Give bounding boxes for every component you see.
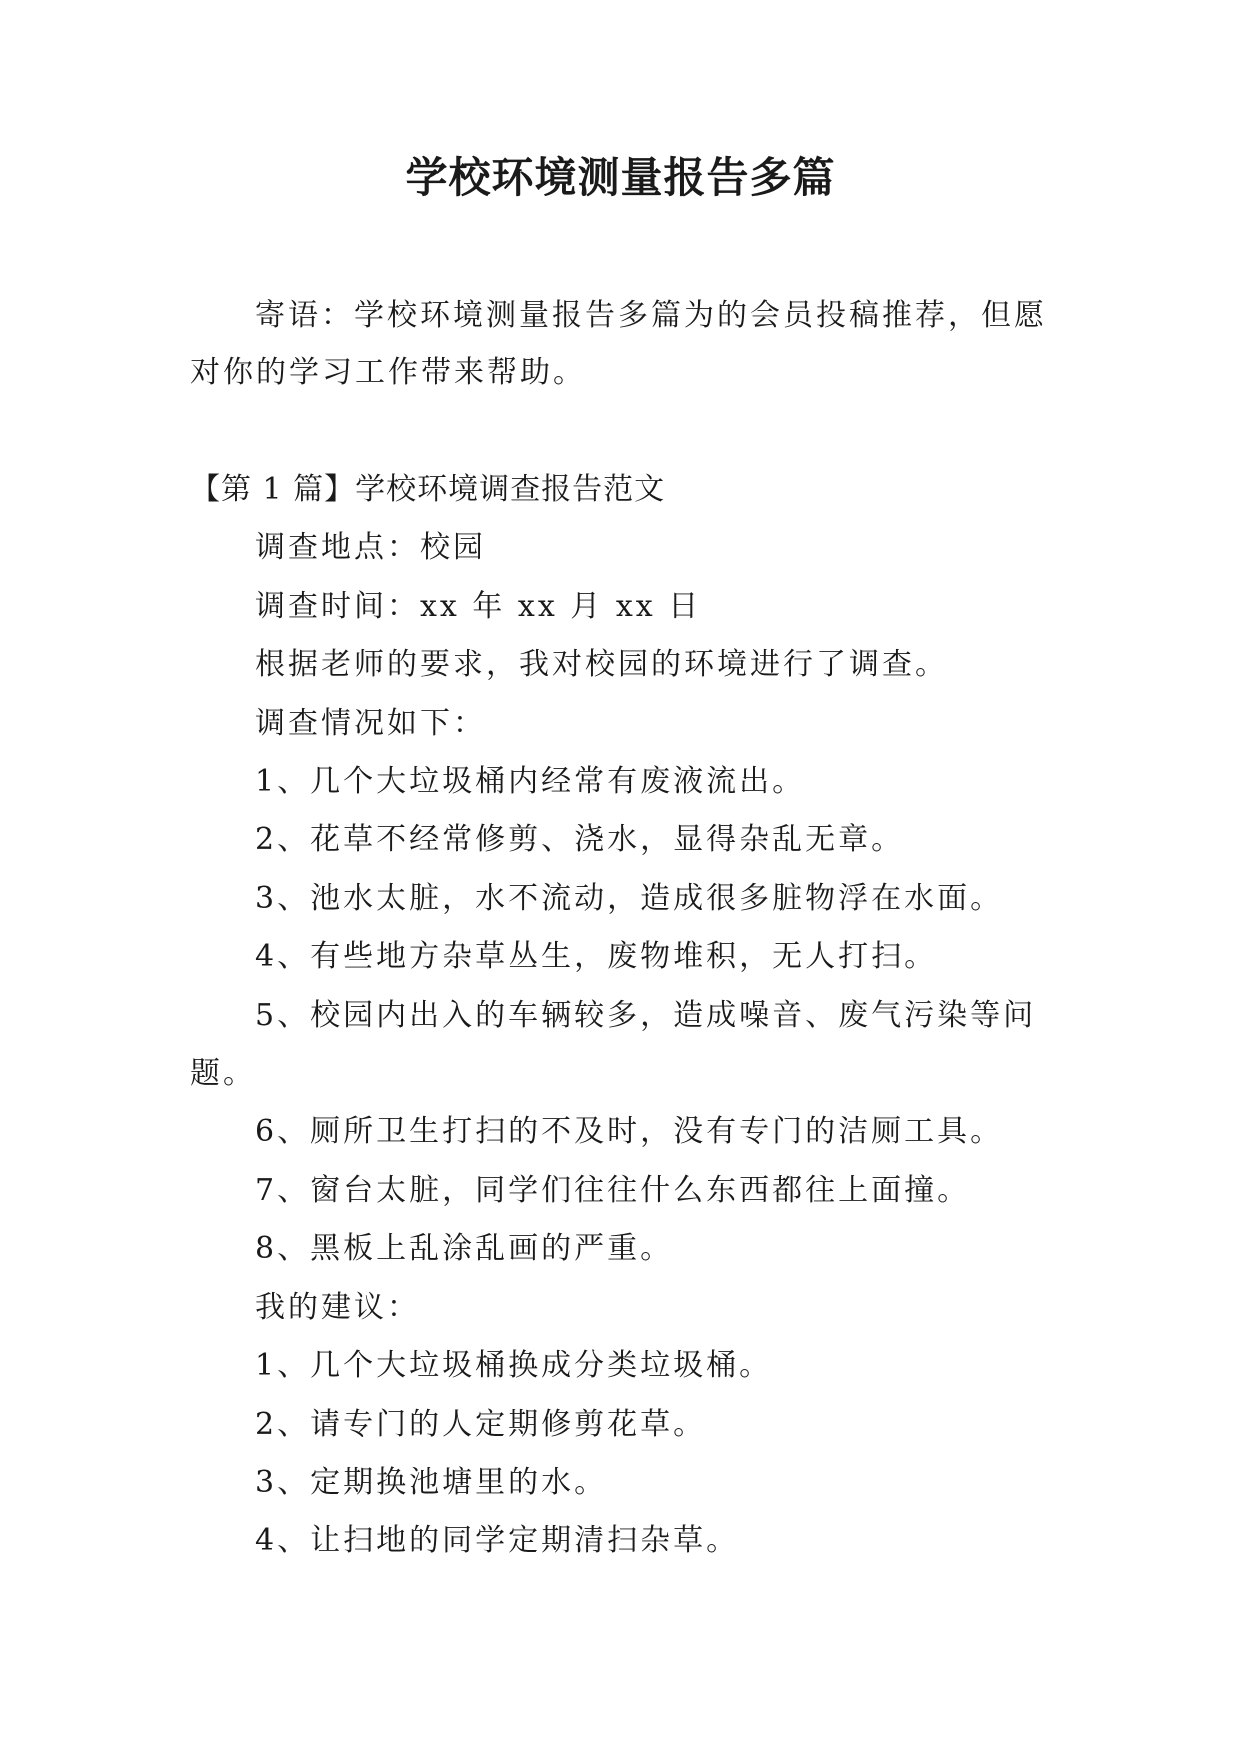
survey-place: 调查地点：校园 bbox=[255, 530, 486, 566]
suggestion-item: 1、几个大垃圾桶换成分类垃圾桶。 bbox=[255, 1348, 773, 1384]
survey-time: 调查时间：xx 年 xx 月 xx 日 bbox=[255, 588, 702, 624]
finding-item: 2、花草不经常修剪、浇水，显得杂乱无章。 bbox=[255, 822, 905, 858]
intro-paragraph: 寄语：学校环境测量报告多篇为的会员投稿推荐，但愿对你的学习工作带来帮助。 bbox=[190, 298, 1047, 390]
finding-item: 7、窗台太脏，同学们往往什么东西都往上面撞。 bbox=[255, 1172, 971, 1208]
suggestion-item: 2、请专门的人定期修剪花草。 bbox=[255, 1406, 707, 1442]
section-1 bbox=[190, 461, 1052, 1571]
finding-item: 4、有些地方杂草丛生，废物堆积，无人打扫。 bbox=[255, 939, 938, 975]
document-title: 学校环境测量报告多篇 bbox=[405, 153, 836, 202]
section-heading: 【第 1 篇】学校环境调查报告范文 bbox=[190, 472, 666, 507]
suggestions-heading: 我的建议： bbox=[255, 1289, 420, 1325]
finding-item: 5、校园内出入的车辆较多，造成噪音、废气污染等问题。 bbox=[190, 997, 1037, 1092]
finding-item: 3、池水太脏，水不流动，造成很多脏物浮在水面。 bbox=[255, 880, 1004, 916]
suggestion-item: 4、让扫地的同学定期清扫杂草。 bbox=[255, 1523, 740, 1559]
survey-purpose: 根据老师的要求，我对校园的环境进行了调查。 bbox=[255, 647, 948, 683]
suggestion-item: 3、定期换池塘里的水。 bbox=[255, 1464, 608, 1500]
finding-item: 6、厕所卫生打扫的不及时，没有专门的洁厕工具。 bbox=[255, 1114, 1004, 1150]
findings-heading: 调查情况如下： bbox=[255, 705, 486, 741]
finding-item: 1、几个大垃圾桶内经常有废液流出。 bbox=[255, 764, 806, 800]
finding-item: 8、黑板上乱涂乱画的严重。 bbox=[255, 1231, 674, 1267]
